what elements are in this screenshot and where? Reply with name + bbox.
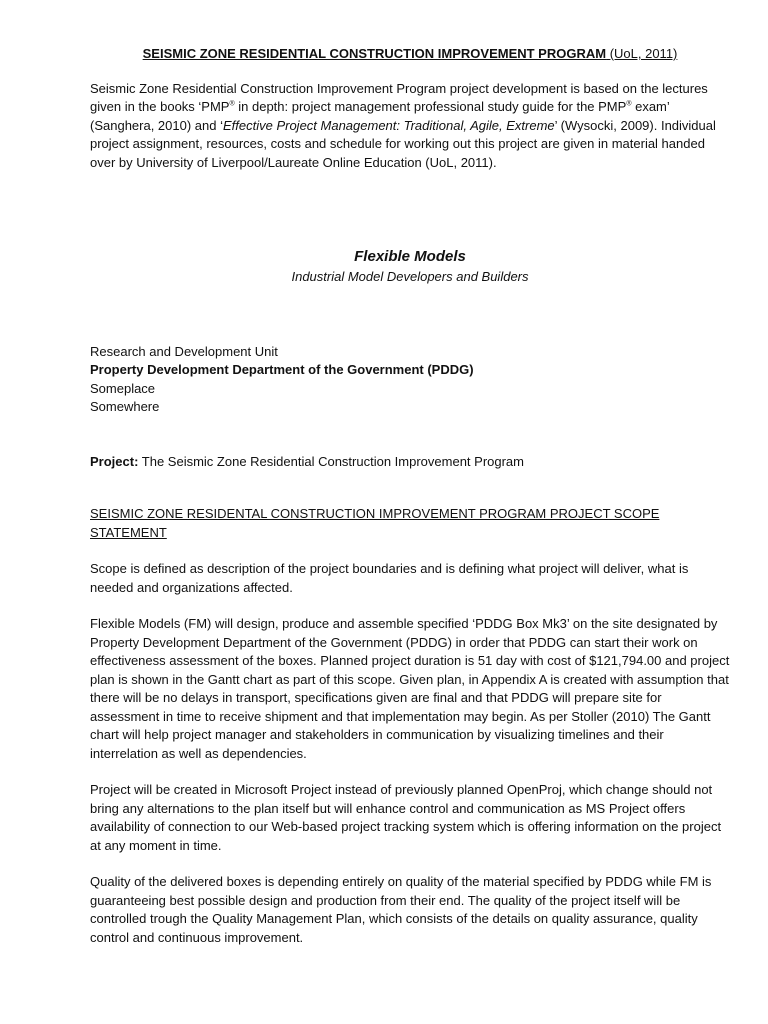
intro-text-2: in depth: project management professional study guide for the PMP	[234, 99, 627, 114]
scope-paragraph: Scope is defined as description of the project boundaries and is defining what project will deliver, what is needed and organizations affected.	[90, 561, 689, 595]
project-line	[90, 453, 730, 472]
scope-section-title: SEISMIC ZONE RESIDENTAL CONSTRUCTION IMPROVEMENT PROGRAM PROJECT SCOPE STATEMENT	[90, 506, 660, 540]
company-name: Flexible Models	[354, 248, 466, 265]
address-line-1: Research and Development Unit	[90, 343, 278, 359]
address-line-3: Someplace	[90, 380, 156, 396]
scope-paragraph: Project will be created in Microsoft Project instead of previously planned OpenProj, which change should not bring any alternations to the plan itself but will enhance control and communication as MS Project offers availability of connection to our Web-based project tracking system which is offering information on the project at any moment in time.	[90, 782, 722, 853]
company-tagline: Industrial Model Developers and Builders	[291, 269, 529, 284]
document-page	[90, 45, 730, 965]
address-line-4: Somewhere	[90, 399, 160, 414]
title-citation: (UoL, 2011)	[606, 46, 678, 61]
scope-paragraph: Quality of the delivered boxes is depending entirely on quality of the material specified by PDDG while FM is guaranteeing best possible design and production from their end. The quality of the project itself will be controlled trough the Quality Management Plan, which consists of the details on quality assurance, quality control and continuous improvement.	[90, 874, 712, 945]
project-label: Project:	[90, 453, 139, 469]
registered-mark: ®	[626, 100, 632, 108]
document-title	[90, 45, 730, 64]
title-text: SEISMIC ZONE RESIDENTIAL CONSTRUCTION IMPROVEMENT PROGRAM	[142, 46, 607, 61]
recipient-address	[90, 343, 730, 417]
address-line-2: Property Development Department of the Government (PDDG)	[90, 362, 474, 377]
intro-text-3: exam’ (Sanghera, 2010) and ‘	[90, 99, 670, 133]
intro-text-1: Seismic Zone Residential Construction Improvement Program project development is based on the lectures given in the books ‘PMP	[90, 80, 708, 114]
project-value: The Seismic Zone Residential Construction Improvement Program	[138, 453, 524, 469]
book-title: Effective Project Management: Traditional, Agile, Extreme	[222, 117, 555, 133]
scope-paragraph: Flexible Models (FM) will design, produce and assemble specified ‘PDDG Box Mk3’ on the site designated by Property Development Department of the Government (PDDG) in order that PDDG can start their work on effectiveness assessment of the boxes. Planned project duration is 51 day with cost of $121,794.00 and project plan is shown in the Gantt chart as part of this scope. Given plan, in Appendix A is created with assumption that there will be no delays in transport, specifications given are final and that PDDG will prepare site for assessment in time to receive shipment and that implementation may begin. As per Stoller (2010) The Gantt chart will help project manager and stakeholders in communication by visualizing timelines and their interrelation as well as dependencies.	[90, 616, 730, 761]
intro-text-4: ’ (Wysocki, 2009). Individual project assignment, resources, costs and schedule for working out this project are given in material handed over by University of Liverpool/Laureate Online Education (UoL, 2011).	[90, 117, 716, 170]
registered-mark: ®	[229, 100, 235, 108]
company-header	[90, 246, 730, 287]
intro-paragraph	[90, 80, 730, 173]
